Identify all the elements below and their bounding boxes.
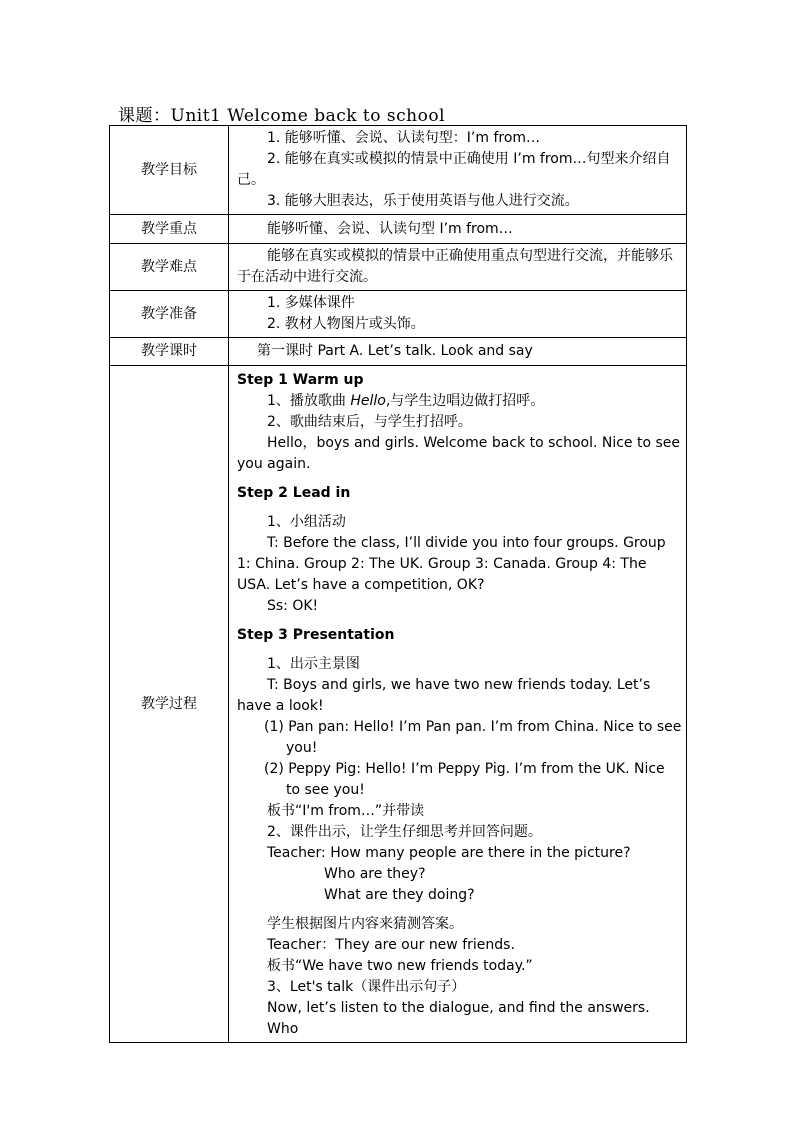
table-row bbox=[110, 215, 687, 244]
step3-line: 3、Let's talk（课件出示句子） bbox=[267, 979, 466, 995]
objective-line: 3. 能够大胆表达，乐于使用英语与他人进行交流。 bbox=[267, 193, 579, 209]
preparation-line: 1. 多媒体课件 bbox=[267, 295, 355, 311]
step1-line: Hello，boys and girls. Welcome back to school. Nice to see you again. bbox=[237, 435, 681, 472]
key-points-content: 能够听懂、会说、认读句型 I’m from… bbox=[229, 215, 687, 244]
song-title: Hello bbox=[350, 393, 386, 409]
table-row bbox=[110, 244, 687, 291]
row-label-objectives: 教学目标 bbox=[110, 126, 229, 215]
table-row bbox=[110, 366, 687, 1043]
lesson-plan-table bbox=[109, 125, 687, 1043]
preparation-content bbox=[229, 291, 687, 338]
step3-line: Teacher：They are our new friends. bbox=[267, 937, 515, 953]
table-row bbox=[110, 338, 687, 366]
step2-line: 1、小组活动 bbox=[267, 514, 346, 530]
objectives-content bbox=[229, 126, 687, 215]
step2-line: T: Before the class, I’ll divide you into four groups. Group 1: China. Group 2: The UK. Group 3: Canada. Group 4: The USA. Let’s have a competition, OK? bbox=[237, 535, 666, 593]
step1-heading: Step 1 Warm up bbox=[237, 372, 364, 388]
step3-line: T: Boys and girls, we have two new friends today. Let’s have a look! bbox=[237, 677, 651, 714]
step3-line: 学生根据图片内容来猜测答案。 bbox=[267, 916, 463, 932]
step3-line: 板书“We have two new friends today.” bbox=[267, 958, 533, 974]
step3-line: Now, let’s listen to the dialogue, and find the answers. Who bbox=[267, 1000, 650, 1037]
row-label-process: 教学过程 bbox=[110, 366, 229, 1043]
question-line: Teacher: How many people are there in the picture? bbox=[267, 845, 631, 861]
table-row bbox=[110, 291, 687, 338]
preparation-line: 2. 教材人物图片或头饰。 bbox=[267, 316, 425, 332]
period-content: 第一课时 Part A. Let’s talk. Look and say bbox=[229, 338, 687, 366]
step1-line: 1、播放歌曲 Hello,与学生边唱边做打招呼。 bbox=[267, 393, 545, 409]
step1-line: 2、歌曲结束后，与学生打招呼。 bbox=[267, 414, 472, 430]
question-line: Who are they? bbox=[324, 866, 426, 882]
dialogue-item: (2) Peppy Pig: Hello! I’m Peppy Pig. I’m from the UK. Nice to see you! bbox=[264, 761, 665, 798]
objective-line: 2. 能够在真实或模拟的情景中正确使用 I’m from…句型来介绍自己。 bbox=[237, 151, 671, 188]
page-title: 课题：Unit1 Welcome back to school bbox=[118, 106, 446, 126]
row-label-period: 教学课时 bbox=[110, 338, 229, 366]
step2-line: Ss: OK! bbox=[267, 598, 319, 614]
step3-heading: Step 3 Presentation bbox=[237, 627, 395, 643]
objective-line: 1. 能够听懂、会说、认读句型：I’m from… bbox=[267, 130, 541, 146]
step2-heading: Step 2 Lead in bbox=[237, 485, 351, 501]
step3-line: 板书“I'm from…”并带读 bbox=[267, 803, 425, 819]
dialogue-item: (1) Pan pan: Hello! I’m Pan pan. I’m from China. Nice to see you! bbox=[264, 719, 682, 756]
row-label-key-points: 教学重点 bbox=[110, 215, 229, 244]
row-label-preparation: 教学准备 bbox=[110, 291, 229, 338]
process-content bbox=[229, 366, 687, 1043]
step3-line: 1、出示主景图 bbox=[267, 656, 360, 672]
step3-line: 2、课件出示，让学生仔细思考并回答问题。 bbox=[267, 824, 542, 840]
table-row bbox=[110, 126, 687, 215]
row-label-difficulties: 教学难点 bbox=[110, 244, 229, 291]
question-line: What are they doing? bbox=[324, 887, 475, 903]
difficulties-content: 能够在真实或模拟的情景中正确使用重点句型进行交流，并能够乐于在活动中进行交流。 bbox=[229, 244, 687, 291]
